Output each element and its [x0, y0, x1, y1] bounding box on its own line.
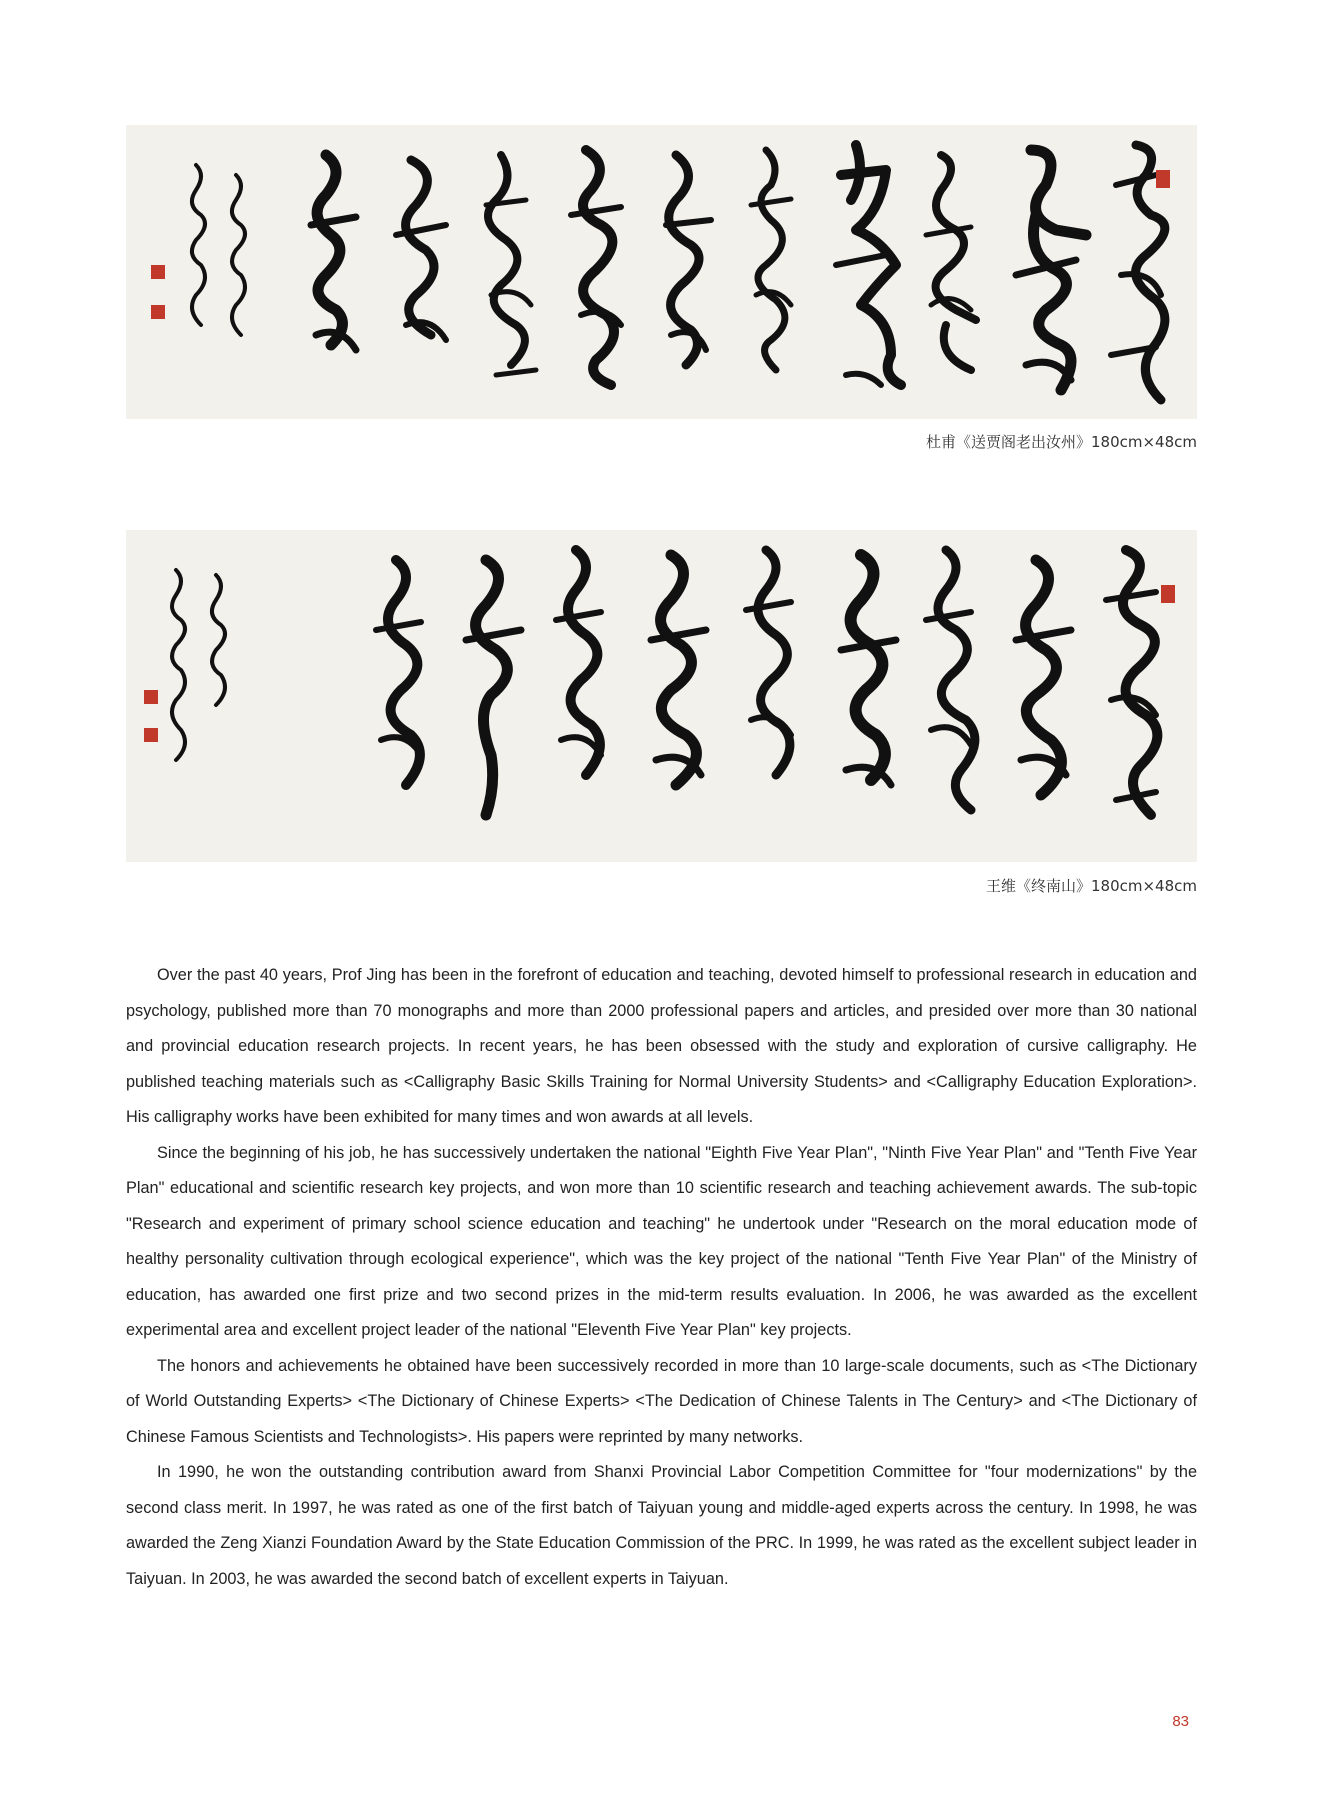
calligraphy-artwork-dufu [126, 125, 1197, 419]
artwork-caption: 杜甫《送贾阁老出汝州》180cm×48cm [925, 433, 1197, 451]
artwork-caption: 王维《终南山》180cm×48cm [985, 877, 1197, 895]
paragraph: In 1990, he won the outstanding contribution award from Shanxi Provincial Labor Competition Committee for "four modernizations" by the second class merit. In 1997, he was rated as one of the first batch of Taiyuan young and middle-aged experts across the century. In 1998, he was awarded the Zeng Xianzi Foundation Award by the State Education Commission of the PRC. In 1999, he was rated as the excellent subject leader in Taiyuan. In 2003, he was awarded the second batch of excellent experts in Taiyuan. [126, 1463, 1197, 1588]
seal-marks [151, 170, 1170, 319]
calligraphy-image-dufu [126, 125, 1197, 419]
paragraph: Over the past 40 years, Prof Jing has been in the forefront of education and teaching, devoted himself to professional research in education and psychology, published more than 70 monographs and more than 2000 professional papers and articles, and presided over more than 30 national and provincial education research projects. In recent years, he has been obsessed with the study and exploration of cursive calligraphy. He published teaching materials such as <Calligraphy Basic Skills Training for Normal University Students> and <Calligraphy Education Exploration>. His calligraphy works have been exhibited for many times and won awards at all levels. [126, 966, 1197, 1126]
calligraphy-image-wangwei [126, 530, 1197, 862]
calligraphy-artwork-wangwei [126, 530, 1197, 862]
page-number: 83 [1172, 1713, 1189, 1730]
biography-text [126, 958, 1197, 1597]
paragraph: The honors and achievements he obtained have been successively recorded in more than 10 large-scale documents, such as <The Dictionary of World Outstanding Experts> <The Dictionary of Chinese Experts> <The Dedication of Chinese Talents in The Century> and <The Dictionary of Chinese Famous Scientists and Technologists>. His papers were reprinted by many networks. [126, 1356, 1197, 1446]
paragraph: Since the beginning of his job, he has successively undertaken the national "Eighth Five Year Plan", "Ninth Five Year Plan" and "Tenth Five Year Plan" educational and scientific research key projects, and won more than 10 scientific research and teaching achievement awards. The sub-topic "Research and experiment of primary school science education and teaching" he undertook under "Research on the moral education mode of healthy personality cultivation through ecological experience", which was the key project of the national "Tenth Five Year Plan" of the Ministry of education, has awarded one first prize and two second prizes in the mid-term results evaluation. In 2006, he was awarded as the excellent experimental area and excellent project leader of the national "Eleventh Five Year Plan" key projects. [126, 1143, 1197, 1339]
